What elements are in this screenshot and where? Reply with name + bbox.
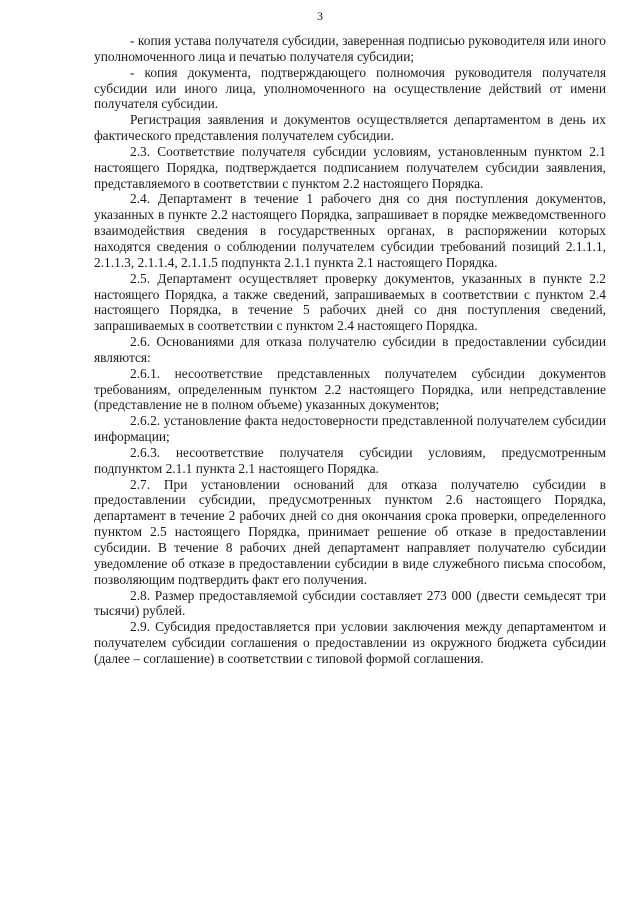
paragraph-2-3: 2.3. Соответствие получателя субсидии условиям, установленным пунктом 2.1 настоящего Порядка, подтверждается подписанием получателем субсидии заявления, представляемого в соответствии с пунктом 2.2 настоящего Порядка. [94,143,606,191]
paragraph-2-7: 2.7. При установлении оснований для отказа получателю субсидии в предоставлении субсидии, предусмотренных пунктом 2.6 настоящего Порядка, департамент в течение 2 рабочих дней со дня окончания срока проверки, определенного пунктом 2.5 настоящего Порядка, принимает решение об отказе в предоставлении субсидии. В течение 8 рабочих дней департамент направляет получателю субсидии уведомление об отказе в предоставлении субсидии в виде служебного письма способом, позволяющим подтвердить факт его получения. [94,476,606,587]
paragraph-charter-copy: - копия устава получателя субсидии, заверенная подписью руководителя или иного уполномоченного лица и печатью получателя субсидии; [94,33,606,64]
paragraph-2-6-1: 2.6.1. несоответствие представленных получателем субсидии документов требованиям, определенным пунктом 2.2 настоящего Порядка, или непредставление (представление не в полном объеме) указанных документов; [94,365,606,413]
paragraph-2-6: 2.6. Основаниями для отказа получателю субсидии в предоставлении субсидии являются: [94,334,606,365]
paragraph-2-4: 2.4. Департамент в течение 1 рабочего дня со дня поступления документов, указанных в пункте 2.2 настоящего Порядка, запрашивает в порядке межведомственного взаимодействия сведения в государственных органах, в распоряжении которых находятся сведения о соблюдении получателем субсидии требований позиций 2.1.1.1, 2.1.1.3, 2.1.1.4, 2.1.1.5 подпункта 2.1.1 пункта 2.1 настоящего Порядка. [94,191,606,270]
page-number: 3 [317,9,323,23]
paragraph-2-6-3: 2.6.3. несоответствие получателя субсидии условиям, предусмотренным подпунктом 2.1.1 пункта 2.1 настоящего Порядка. [94,444,606,476]
paragraph-2-8: 2.8. Размер предоставляемой субсидии составляет 273 000 (двести семьдесят три тысячи) рублей. [94,587,606,619]
paragraph-2-5: 2.5. Департамент осуществляет проверку документов, указанных в пункте 2.2 настоящего Порядка, а также сведений, запрашиваемых в соответствии с пунктом 2.4 настоящего Порядка, в течение 5 рабочих дней со дня поступления сведений, запрашиваемых в соответствии с пунктом 2.4 настоящего Порядка. [94,270,606,334]
paragraph-2-9: 2.9. Субсидия предоставляется при условии заключения между департаментом и получателем субсидии соглашения о предоставлении из окружного бюджета субсидии (далее – соглашение) в соответствии с типовой формой соглашения. [94,619,606,666]
paragraph-2-6-2: 2.6.2. установление факта недостоверности представленной получателем субсидии информации; [94,413,606,445]
paragraph-authority-copy: - копия документа, подтверждающего полномочия руководителя получателя субсидии или иного лица, уполномоченного на осуществление действий от имени получателя субсидии. [94,64,606,112]
paragraph-registration: Регистрация заявления и документов осуществляется департаментом в день их фактического представления получателем субсидии. [94,112,606,144]
document-body [94,33,606,667]
